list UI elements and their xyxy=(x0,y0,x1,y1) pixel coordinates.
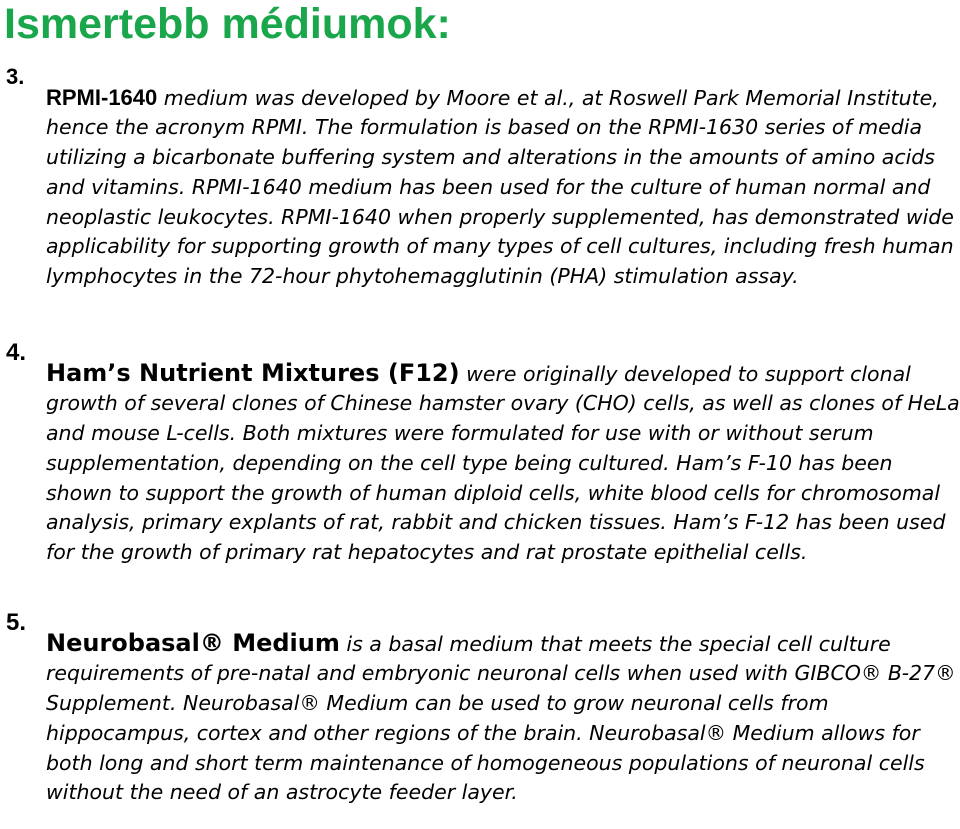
list-item-rpmi xyxy=(6,62,960,313)
item-name: Ham’s Nutrient Mixtures (F12) xyxy=(46,358,460,387)
item-name: RPMI-1640 xyxy=(46,84,158,110)
slide-title: Ismertebb médiumok: xyxy=(4,0,451,48)
item-number: 5. xyxy=(6,609,27,636)
item-body xyxy=(46,359,960,569)
item-body xyxy=(46,83,960,293)
item-number: 3. xyxy=(6,64,25,89)
list-item-ham xyxy=(6,338,960,589)
item-text-b: RPMI-1640 medium has been used for the culture of human normal and neoplastic leukocytes. RPMI-1640 when properly supplemented, has demonstrated wide applicability for supporting growth of many types of cell cultures, including fresh human lymphocytes in the 72-hour phytohemagglutinin (PHA) stimulation assay. xyxy=(46,174,954,289)
list-item-neurobasal xyxy=(6,608,960,829)
item-text: is a basal medium that meets the special cell culture requirements of pre-natal and embryonic neuronal cells when used with GIBCO® B-27® Supplement. Neurobasal® Medium can be used to grow neuronal cells from hippocampus, cortex and other regions of the brain. Neurobasal® Medium allows for both long and short term maintenance of homogeneous populations of neuronal cells without the need of an astrocyte feeder layer. xyxy=(46,631,956,805)
item-text: were originally developed to support clonal growth of several clones of Chinese hamster ovary (CHO) cells, as well as clones of HeLa and mouse L-cells. Both mixtures were formulated for use with or without serum supplementation, depending on the cell type being cultured. Ham’s F-10 has been shown to support the growth of human diploid cells, white blood cells for chromosomal analysis, primary explants of rat, rabbit and chicken tissues. Ham’s F-12 has been used for the growth of primary rat hepatocytes and rat prostate epithelial cells. xyxy=(46,361,960,565)
item-name: Neurobasal® Medium xyxy=(46,628,340,657)
item-number: 4. xyxy=(6,339,27,366)
item-text-a: medium was developed by Moore et al., at Roswell Park Memorial Institute, hence the acronym RPMI. The formulation is based on the RPMI-1630 series of media utilizing a bicarbonate buffering system and alterations in the amounts of amino acids and vitamins. xyxy=(46,85,939,199)
item-body xyxy=(46,629,960,809)
